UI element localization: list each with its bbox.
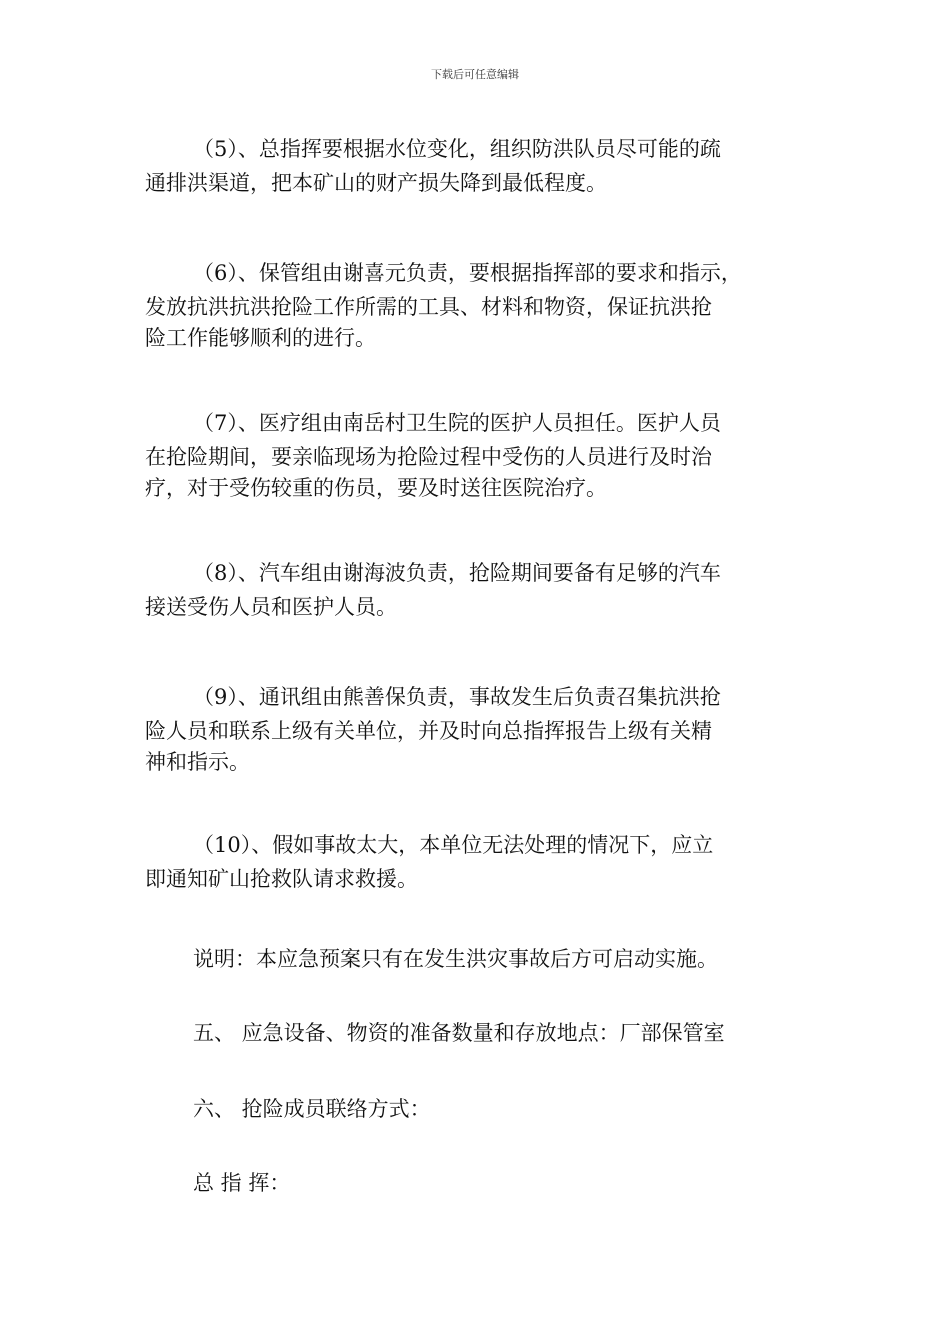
paragraph-item-5: [145, 132, 810, 200]
paragraph-item-6: [145, 256, 810, 352]
paragraph-line: 接送受伤人员和医护人员。: [145, 595, 397, 619]
note-text: 说明：本应急预案只有在发生洪灾事故后方可启动实施。: [193, 947, 718, 971]
paragraph-line: 在抢险期间，要亲临现场为抢险过程中受伤的人员进行及时治: [145, 445, 712, 469]
paragraph-line: 险人员和联系上级有关单位，并及时向总指挥报告上级有关精: [145, 719, 712, 743]
paragraph-line: 发放抗洪抗洪抢险工作所需的工具、材料和物资，保证抗洪抢: [145, 295, 712, 319]
paragraph-line: （10）、假如事故太大，本单位无法处理的情况下，应立: [193, 833, 714, 857]
paragraph-line: 神和指示。: [145, 750, 250, 774]
paragraph-line: 疗，对于受伤较重的伤员，要及时送往医院治疗。: [145, 476, 607, 500]
paragraph-item-10: [145, 828, 810, 896]
paragraph-line: （6）、保管组由谢喜元负责，要根据指挥部的要求和指示，: [193, 261, 742, 285]
paragraph-line: （8）、汽车组由谢海波负责，抢险期间要备有足够的汽车: [193, 561, 721, 585]
paragraph-item-9: [145, 680, 810, 776]
section-6-heading: 六、 抢险成员联络方式：: [193, 1097, 431, 1121]
commander-label: 总 指 挥：: [193, 1171, 291, 1195]
page-header: 下载后可任意编辑: [431, 68, 519, 81]
paragraph-line: （5）、总指挥要根据水位变化，组织防洪队员尽可能的疏: [193, 137, 721, 161]
paragraph-line: （7）、医疗组由南岳村卫生院的医护人员担任。医护人员: [193, 411, 721, 435]
paragraph-line: （9）、通讯组由熊善保负责，事故发生后负责召集抗洪抢: [193, 685, 721, 709]
paragraph-line: 通排洪渠道，把本矿山的财产损失降到最低程度。: [145, 171, 607, 195]
section-5-heading: 五、 应急设备、物资的准备数量和存放地点：厂部保管室: [193, 1021, 725, 1045]
paragraph-line: 险工作能够顺利的进行。: [145, 326, 376, 350]
paragraph-item-8: [145, 556, 810, 624]
paragraph-line: 即通知矿山抢救队请求救援。: [145, 867, 418, 891]
paragraph-item-7: [145, 406, 810, 502]
